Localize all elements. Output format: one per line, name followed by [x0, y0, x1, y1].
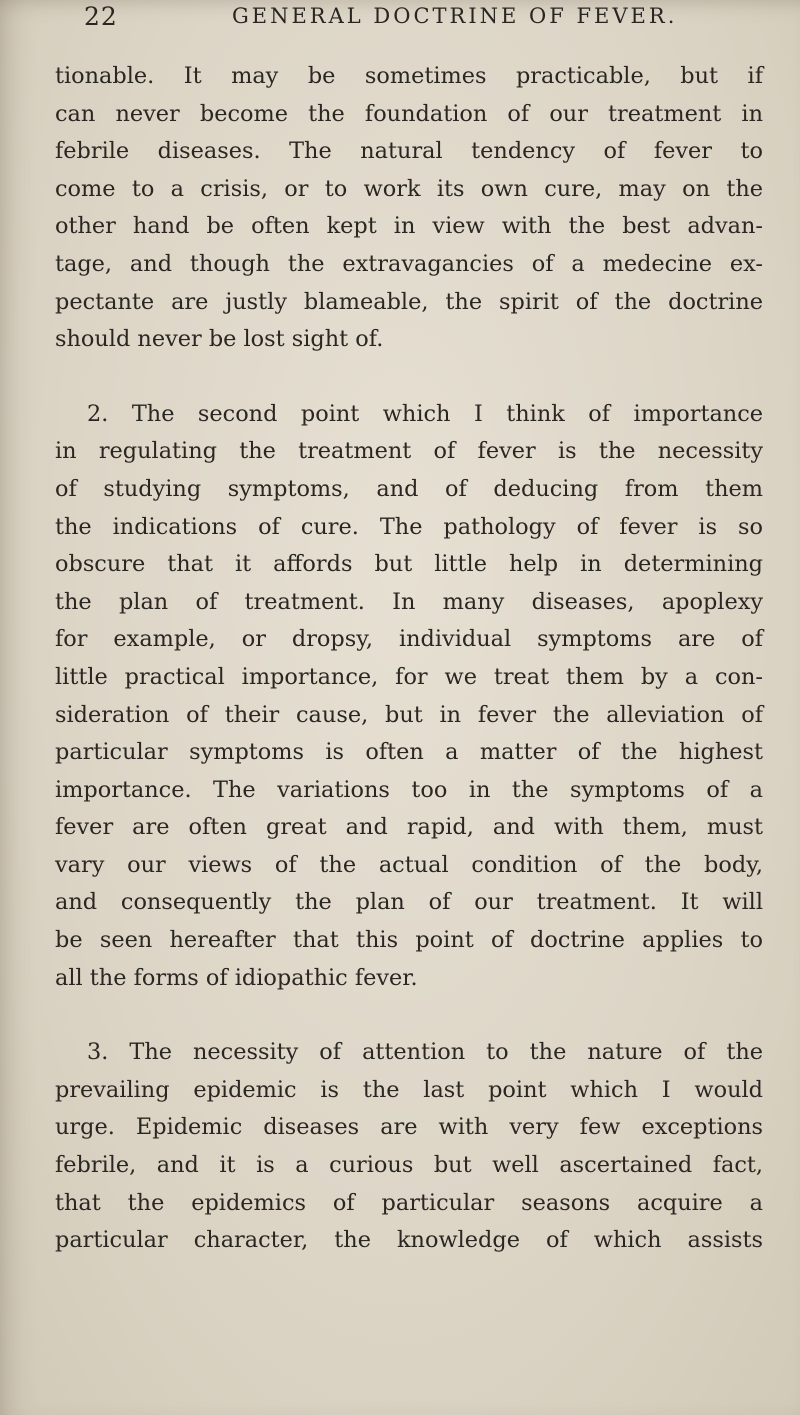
text-line: can never become the foundation of our treatment in: [55, 100, 763, 127]
text-line: fever are often great and rapid, and with them, must: [55, 814, 763, 841]
text-line: obscure that it affords but little help in determining: [55, 551, 763, 578]
running-head: [0, 2, 800, 46]
paragraph-3: [55, 1034, 763, 1260]
text-line: sideration of their cause, but in fever the alleviation of: [55, 701, 763, 728]
body-text: [55, 58, 763, 1260]
text-line: come to a crisis, or to work its own cure, may on the: [55, 175, 763, 202]
text-line: urge. Epidemic diseases are with very few exceptions: [55, 1114, 763, 1141]
text-line: the plan of treatment. In many diseases, apoplexy: [55, 588, 763, 615]
text-line: pectante are justly blameable, the spirit of the doctrine: [55, 288, 763, 315]
text-line: tage, and though the extravagancies of a medecine ex-: [55, 250, 763, 277]
text-line: importance. The variations too in the symptoms of a: [55, 776, 763, 803]
text-line: prevailing epidemic is the last point which I would: [55, 1076, 763, 1103]
text-line: in regulating the treatment of fever is the necessity: [55, 438, 763, 465]
text-line: particular symptoms is often a matter of the highest: [55, 739, 763, 766]
text-line: all the forms of idiopathic fever.: [55, 964, 418, 991]
text-line: 3. The necessity of attention to the nature of the: [87, 1039, 763, 1066]
paragraph-1: [55, 58, 763, 359]
text-line: other hand be often kept in view with the best advan-: [55, 213, 763, 240]
text-line: tionable. It may be sometimes practicable, but if: [55, 63, 763, 89]
text-line: be seen hereafter that this point of doctrine applies to: [55, 927, 763, 954]
text-line: should never be lost sight of.: [55, 326, 384, 353]
text-line: that the epidemics of particular seasons acquire a: [55, 1189, 763, 1216]
text-line: febrile, and it is a curious but well ascertained fact,: [55, 1152, 763, 1179]
text-line: febrile diseases. The natural tendency of fever to: [55, 138, 763, 165]
text-line: little practical importance, for we treat them by a con-: [55, 663, 763, 690]
text-line: the indications of cure. The pathology of fever is so: [55, 513, 763, 540]
text-line: vary our views of the actual condition of the body,: [55, 851, 763, 878]
paragraph-2: [55, 396, 763, 998]
page-number: 22: [84, 2, 118, 31]
text-line: and consequently the plan of our treatment. It will: [55, 889, 763, 916]
text-line: for example, or dropsy, individual symptoms are of: [55, 626, 763, 653]
text-line: particular character, the knowledge of which assists: [55, 1227, 763, 1254]
text-line: of studying symptoms, and of deducing from them: [55, 475, 763, 502]
running-title: GENERAL DOCTRINE OF FEVER.: [232, 4, 678, 28]
text-line: 2. The second point which I think of importance: [87, 400, 763, 427]
